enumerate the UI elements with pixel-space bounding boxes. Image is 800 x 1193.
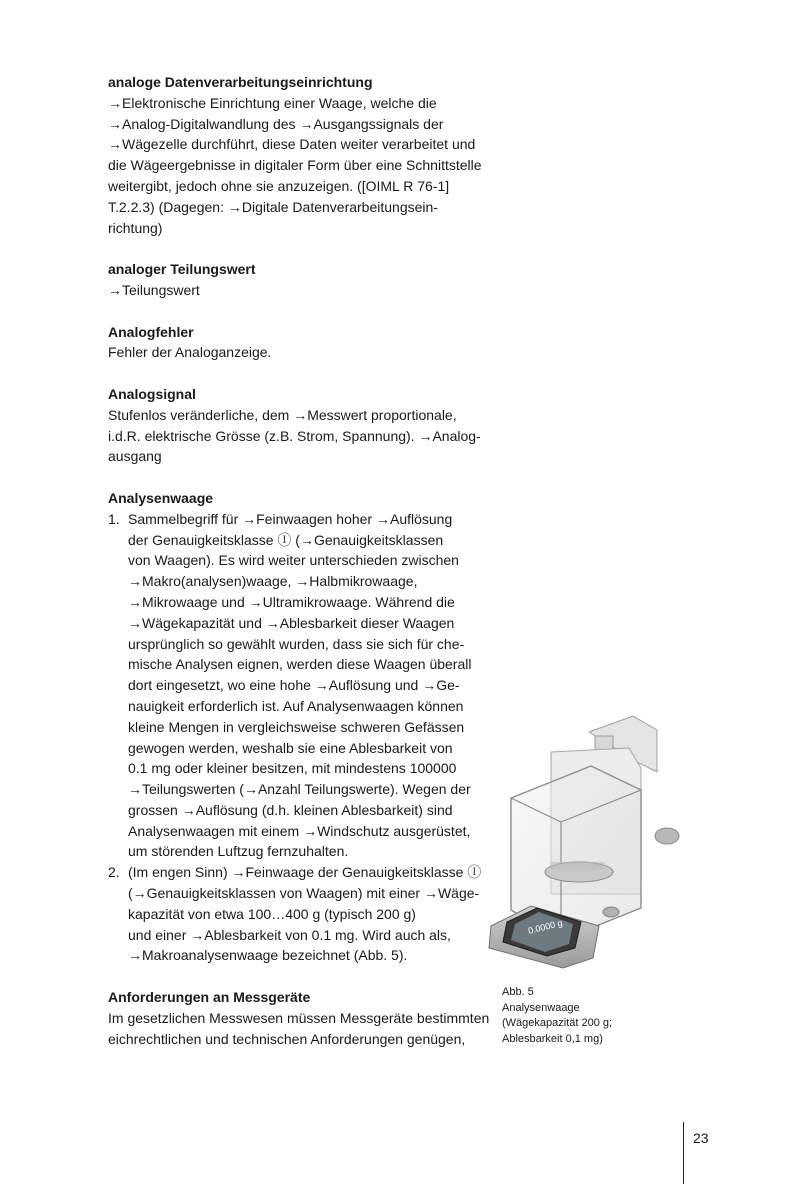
caption-line: Analysenwaage xyxy=(502,1001,580,1014)
text-line: dort eingesetzt, wo eine hohe →Auflösung und →Ge- xyxy=(128,677,460,694)
entry-definition xyxy=(108,1008,500,1050)
text-line: →Makroanalysenwaage bezeichnet (Abb. 5). xyxy=(128,947,408,964)
page-number-rule xyxy=(683,1122,684,1184)
entry-analysenwaage xyxy=(108,488,500,966)
text-line: Analysenwaagen mit einem →Windschutz ausgerüstet, xyxy=(128,822,471,839)
text-line: kleine Mengen in vergleichsweise schweren Gefässen xyxy=(128,718,465,735)
text-line: ausgang xyxy=(108,448,162,465)
text-line: eichrechtlichen und technischen Anforderungen genügen, xyxy=(108,1030,466,1047)
definition-list xyxy=(108,509,500,967)
list-item xyxy=(108,862,500,966)
entry-analoge-datenverarbeitung xyxy=(108,72,500,238)
list-item xyxy=(108,509,500,863)
text-line: Fehler der Analoganzeige. xyxy=(108,344,272,361)
display-reading: 0.0000 g xyxy=(527,917,564,936)
entry-term: Analogfehler xyxy=(108,323,194,340)
entry-definition xyxy=(108,280,500,301)
entry-definition xyxy=(108,342,500,363)
text-line: →Makro(analysen)waage, →Halbmikrowaage, xyxy=(128,573,418,590)
list-number: 1. xyxy=(108,510,120,527)
text-line: und einer →Ablesbarkeit von 0.1 mg. Wird auch als, xyxy=(128,926,451,943)
text-line: weitergibt, jedoch ohne sie anzuzeigen. ([OIML R 76-1] xyxy=(108,177,450,194)
list-number: 2. xyxy=(108,864,120,881)
text-line: nauigkeit erforderlich ist. Auf Analysenwaagen können xyxy=(128,697,464,714)
main-column xyxy=(108,72,500,1070)
entry-term: Analogsignal xyxy=(108,385,196,402)
text-line: der Genauigkeitsklasse Ⓘ (→Genauigkeitsklassen xyxy=(128,531,444,548)
text-line: (Im engen Sinn) →Feinwaage der Genauigkeitsklasse Ⓘ xyxy=(128,864,482,881)
balance-figure xyxy=(481,712,689,974)
entry-term: analoge Datenverarbeitungseinrichtung xyxy=(108,74,373,90)
caption-line: (Wägekapazität 200 g; xyxy=(502,1017,613,1029)
text-line: richtung) xyxy=(108,219,163,236)
text-line: →Wägezelle durchführt, diese Daten weiter verarbeitet und xyxy=(108,136,476,153)
text-line: grossen →Auflösung (d.h. kleinen Ablesbarkeit) sind xyxy=(128,801,453,818)
text-line: →Teilungswerten (→Anzahl Teilungswerte). Wegen der xyxy=(128,781,471,798)
text-line: Im gesetzlichen Messwesen müssen Messgeräte bestimmten xyxy=(108,1009,490,1026)
page-number: 23 xyxy=(693,1130,709,1146)
text-line: i.d.R. elektrische Grösse (z.B. Strom, Spannung). →Analog- xyxy=(108,427,481,444)
entry-analoger-teilungswert xyxy=(108,259,500,301)
text-line: →Analog-Digitalwandlung des →Ausgangssignals der xyxy=(108,115,444,132)
entry-definition xyxy=(108,405,500,467)
analytical-balance-illustration xyxy=(481,712,689,974)
text-line: →Teilungswert xyxy=(108,281,200,298)
figure-caption xyxy=(502,985,642,1047)
text-line: →Elektronische Einrichtung einer Waage, welche die xyxy=(108,94,437,111)
entry-term: Analysenwaage xyxy=(108,489,214,506)
text-line: T.2.2.3) (Dagegen: →Digitale Datenverarbeitungsein- xyxy=(108,198,438,215)
text-line: die Wägeergebnisse in digitaler Form über eine Schnittstelle xyxy=(108,157,482,174)
text-line: ursprünglich so gewählt wurden, dass sie sich für che- xyxy=(128,635,465,652)
text-line: Stufenlos veränderliche, dem →Messwert proportionale, xyxy=(108,406,457,423)
entry-anforderungen xyxy=(108,987,500,1049)
text-line: 0.1 mg oder kleiner besitzen, mit mindestens 100000 xyxy=(128,760,457,777)
entry-term: Anforderungen an Messgeräte xyxy=(108,989,311,1006)
text-line: →Mikrowaage und →Ultramikrowaage. Während die xyxy=(128,593,455,610)
text-line: kapazität von etwa 100…400 g (typisch 200 g) xyxy=(128,905,416,922)
text-line: (→Genauigkeitsklassen von Waagen) mit einer →Wäge- xyxy=(128,885,480,902)
caption-line: Abb. 5 xyxy=(502,986,534,998)
entry-term: analoger Teilungswert xyxy=(108,261,256,278)
text-line: mische Analysen eignen, werden diese Waagen überall xyxy=(128,656,472,673)
entry-analogfehler xyxy=(108,322,500,364)
text-line: Sammelbegriff für →Feinwaagen hoher →Auflösung xyxy=(128,510,453,527)
text-line: von Waagen). Es wird weiter unterschieden zwischen xyxy=(128,552,459,569)
text-line: um störenden Luftzug fernzuhalten. xyxy=(128,843,349,860)
text-line: gewogen werden, weshalb sie eine Ablesbarkeit von xyxy=(128,739,453,756)
caption-line: Ablesbarkeit 0,1 mg) xyxy=(502,1032,603,1045)
entry-definition xyxy=(108,93,500,239)
entry-analogsignal xyxy=(108,384,500,467)
text-line: →Wägekapazität und →Ablesbarkeit dieser Waagen xyxy=(128,614,455,631)
